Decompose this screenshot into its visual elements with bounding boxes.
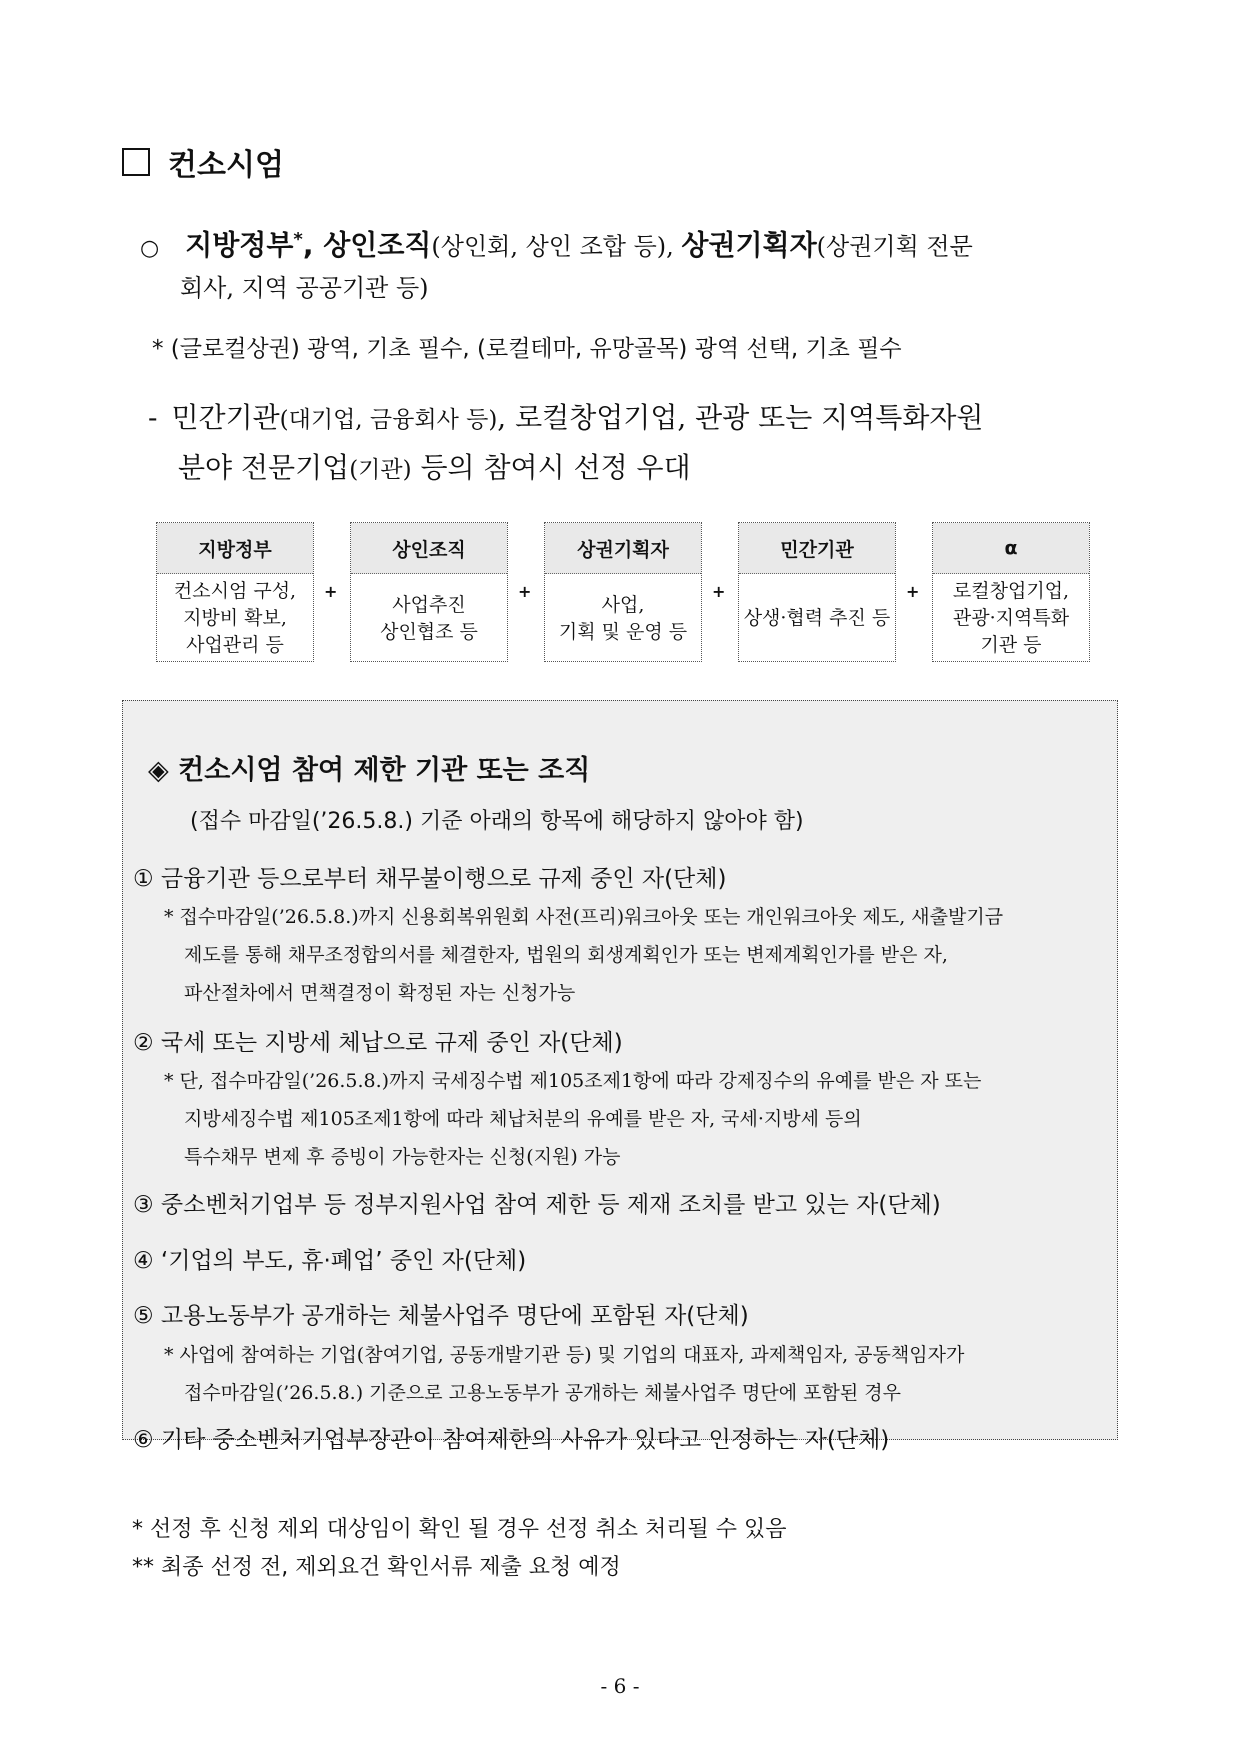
merchant-label: 상인조직 bbox=[323, 228, 432, 262]
section-title bbox=[122, 140, 284, 184]
flow-body: 상생·협력 추진 등 bbox=[743, 607, 891, 629]
plus-sign: + bbox=[324, 582, 338, 601]
section-title-text: 컨소시엄 bbox=[168, 148, 284, 183]
restriction-item-2-note: * 단, 접수마감일(’26.5.8.)까지 국세징수법 제105조제1항에 따라 강제징수의 유예를 받은 자 또는 지방세징수법 제105조제1항에 따라 체납처분의 유예를 받은 자, 국세·지방세 등의 특수채무 변제 후 증빙이 가능한자는 신청(지원) 가능 bbox=[164, 1070, 982, 1168]
gov-footnote-mark: * bbox=[293, 229, 303, 250]
participants-note: * (글로컬상권) 광역, 기초 필수, (로컬테마, 유망골목) 광역 선택, 기초 필수 bbox=[152, 336, 902, 362]
flow-head: 상권기획자 bbox=[545, 523, 701, 574]
planner-paren: (상권기획 전문 bbox=[816, 232, 973, 261]
flow-body: 컨소시엄 구성, 지방비 확보, 사업관리 등 bbox=[173, 580, 297, 656]
restriction-subtitle: (접수 마감일(’26.5.8.) 기준 아래의 항목에 해당하지 않아야 함) bbox=[190, 809, 804, 834]
plus-sign: + bbox=[712, 582, 726, 601]
preference-line-1: - 민간기관(대기업, 금융회사 등), 로컬창업기업, 관광 또는 지역특화자원 bbox=[148, 401, 984, 434]
flow-head: 지방정부 bbox=[157, 523, 313, 574]
flow-body: 사업, 기획 및 운영 등 bbox=[558, 593, 688, 643]
flow-head: 민간기관 bbox=[739, 523, 895, 574]
circle-bullet-icon: ○ bbox=[140, 235, 160, 261]
restriction-item-4: ④ ‘기업의 부도, 휴·폐업’ 중인 자(단체) bbox=[133, 1248, 527, 1274]
restriction-item-3: ③ 중소벤처기업부 등 정부지원사업 참여 제한 등 제재 조치를 받고 있는 자(단체) bbox=[133, 1192, 941, 1218]
flow-box-merchant bbox=[350, 522, 508, 662]
plus-sign: + bbox=[518, 582, 532, 601]
dash-marker: - bbox=[148, 401, 158, 434]
page-number: - 6 - bbox=[600, 1674, 640, 1698]
plus-sign: + bbox=[906, 582, 920, 601]
restriction-item-6: ⑥ 기타 중소벤처기업부장관이 참여제한의 사유가 있다고 인정하는 자(단체) bbox=[133, 1427, 890, 1453]
restriction-item-1: ① 금융기관 등으로부터 채무불이행으로 규제 중인 자(단체) bbox=[133, 866, 727, 892]
planner-label: 상권기획자 bbox=[681, 228, 817, 262]
flow-box-gov bbox=[156, 522, 314, 662]
flow-body: 로컬창업기업, 관광·지역특화 기관 등 bbox=[952, 580, 1070, 656]
participants-line-2: 회사, 지역 공공기관 등) bbox=[180, 274, 429, 302]
flow-head: α bbox=[933, 523, 1089, 574]
merchant-paren: (상인회, 상인 조합 등), bbox=[431, 232, 682, 261]
comma-1: , bbox=[302, 228, 324, 262]
restriction-title: ◈ 컨소시엄 참여 제한 기관 또는 조직 bbox=[148, 755, 591, 786]
flow-box-planner bbox=[544, 522, 702, 662]
consortium-flow bbox=[156, 522, 1092, 662]
preference-line-2: 분야 전문기업(기관) 등의 참여시 선정 우대 bbox=[178, 451, 691, 484]
footnote-1: * 선정 후 신청 제외 대상임이 확인 될 경우 선정 취소 처리될 수 있음 bbox=[132, 1517, 787, 1542]
restriction-item-1-note: * 접수마감일(’26.5.8.)까지 신용회복위원회 사전(프리)워크아웃 또는 개인워크아웃 제도, 새출발기금 제도를 통해 채무조정합의서를 체결한자, 법원의 회생계획인가 또는 변제계획인가를 받은 자, 파산절차에서 면책결정이 확정된 자는 신청가능 bbox=[164, 906, 1004, 1004]
checkbox-square-icon bbox=[122, 148, 150, 176]
restriction-item-5-note: * 사업에 참여하는 기업(참여기업, 공동개발기관 등) 및 기업의 대표자, 과제책임자, 공동책임자가 접수마감일(’26.5.8.) 기준으로 고용노동부가 공개하는 체불사업주 명단에 포함된 경우 bbox=[164, 1344, 965, 1404]
flow-head: 상인조직 bbox=[351, 523, 507, 574]
footnote-2: ** 최종 선정 전, 제외요건 확인서류 제출 요청 예정 bbox=[132, 1555, 621, 1580]
flow-body: 사업추진 상인협조 등 bbox=[380, 593, 478, 643]
restriction-item-2: ② 국세 또는 지방세 체납으로 규제 중인 자(단체) bbox=[133, 1030, 623, 1056]
flow-box-alpha bbox=[932, 522, 1090, 662]
gov-label: 지방정부 bbox=[185, 228, 294, 262]
restriction-item-5: ⑤ 고용노동부가 공개하는 체불사업주 명단에 포함된 자(단체) bbox=[133, 1303, 749, 1329]
flow-box-private bbox=[738, 522, 896, 662]
